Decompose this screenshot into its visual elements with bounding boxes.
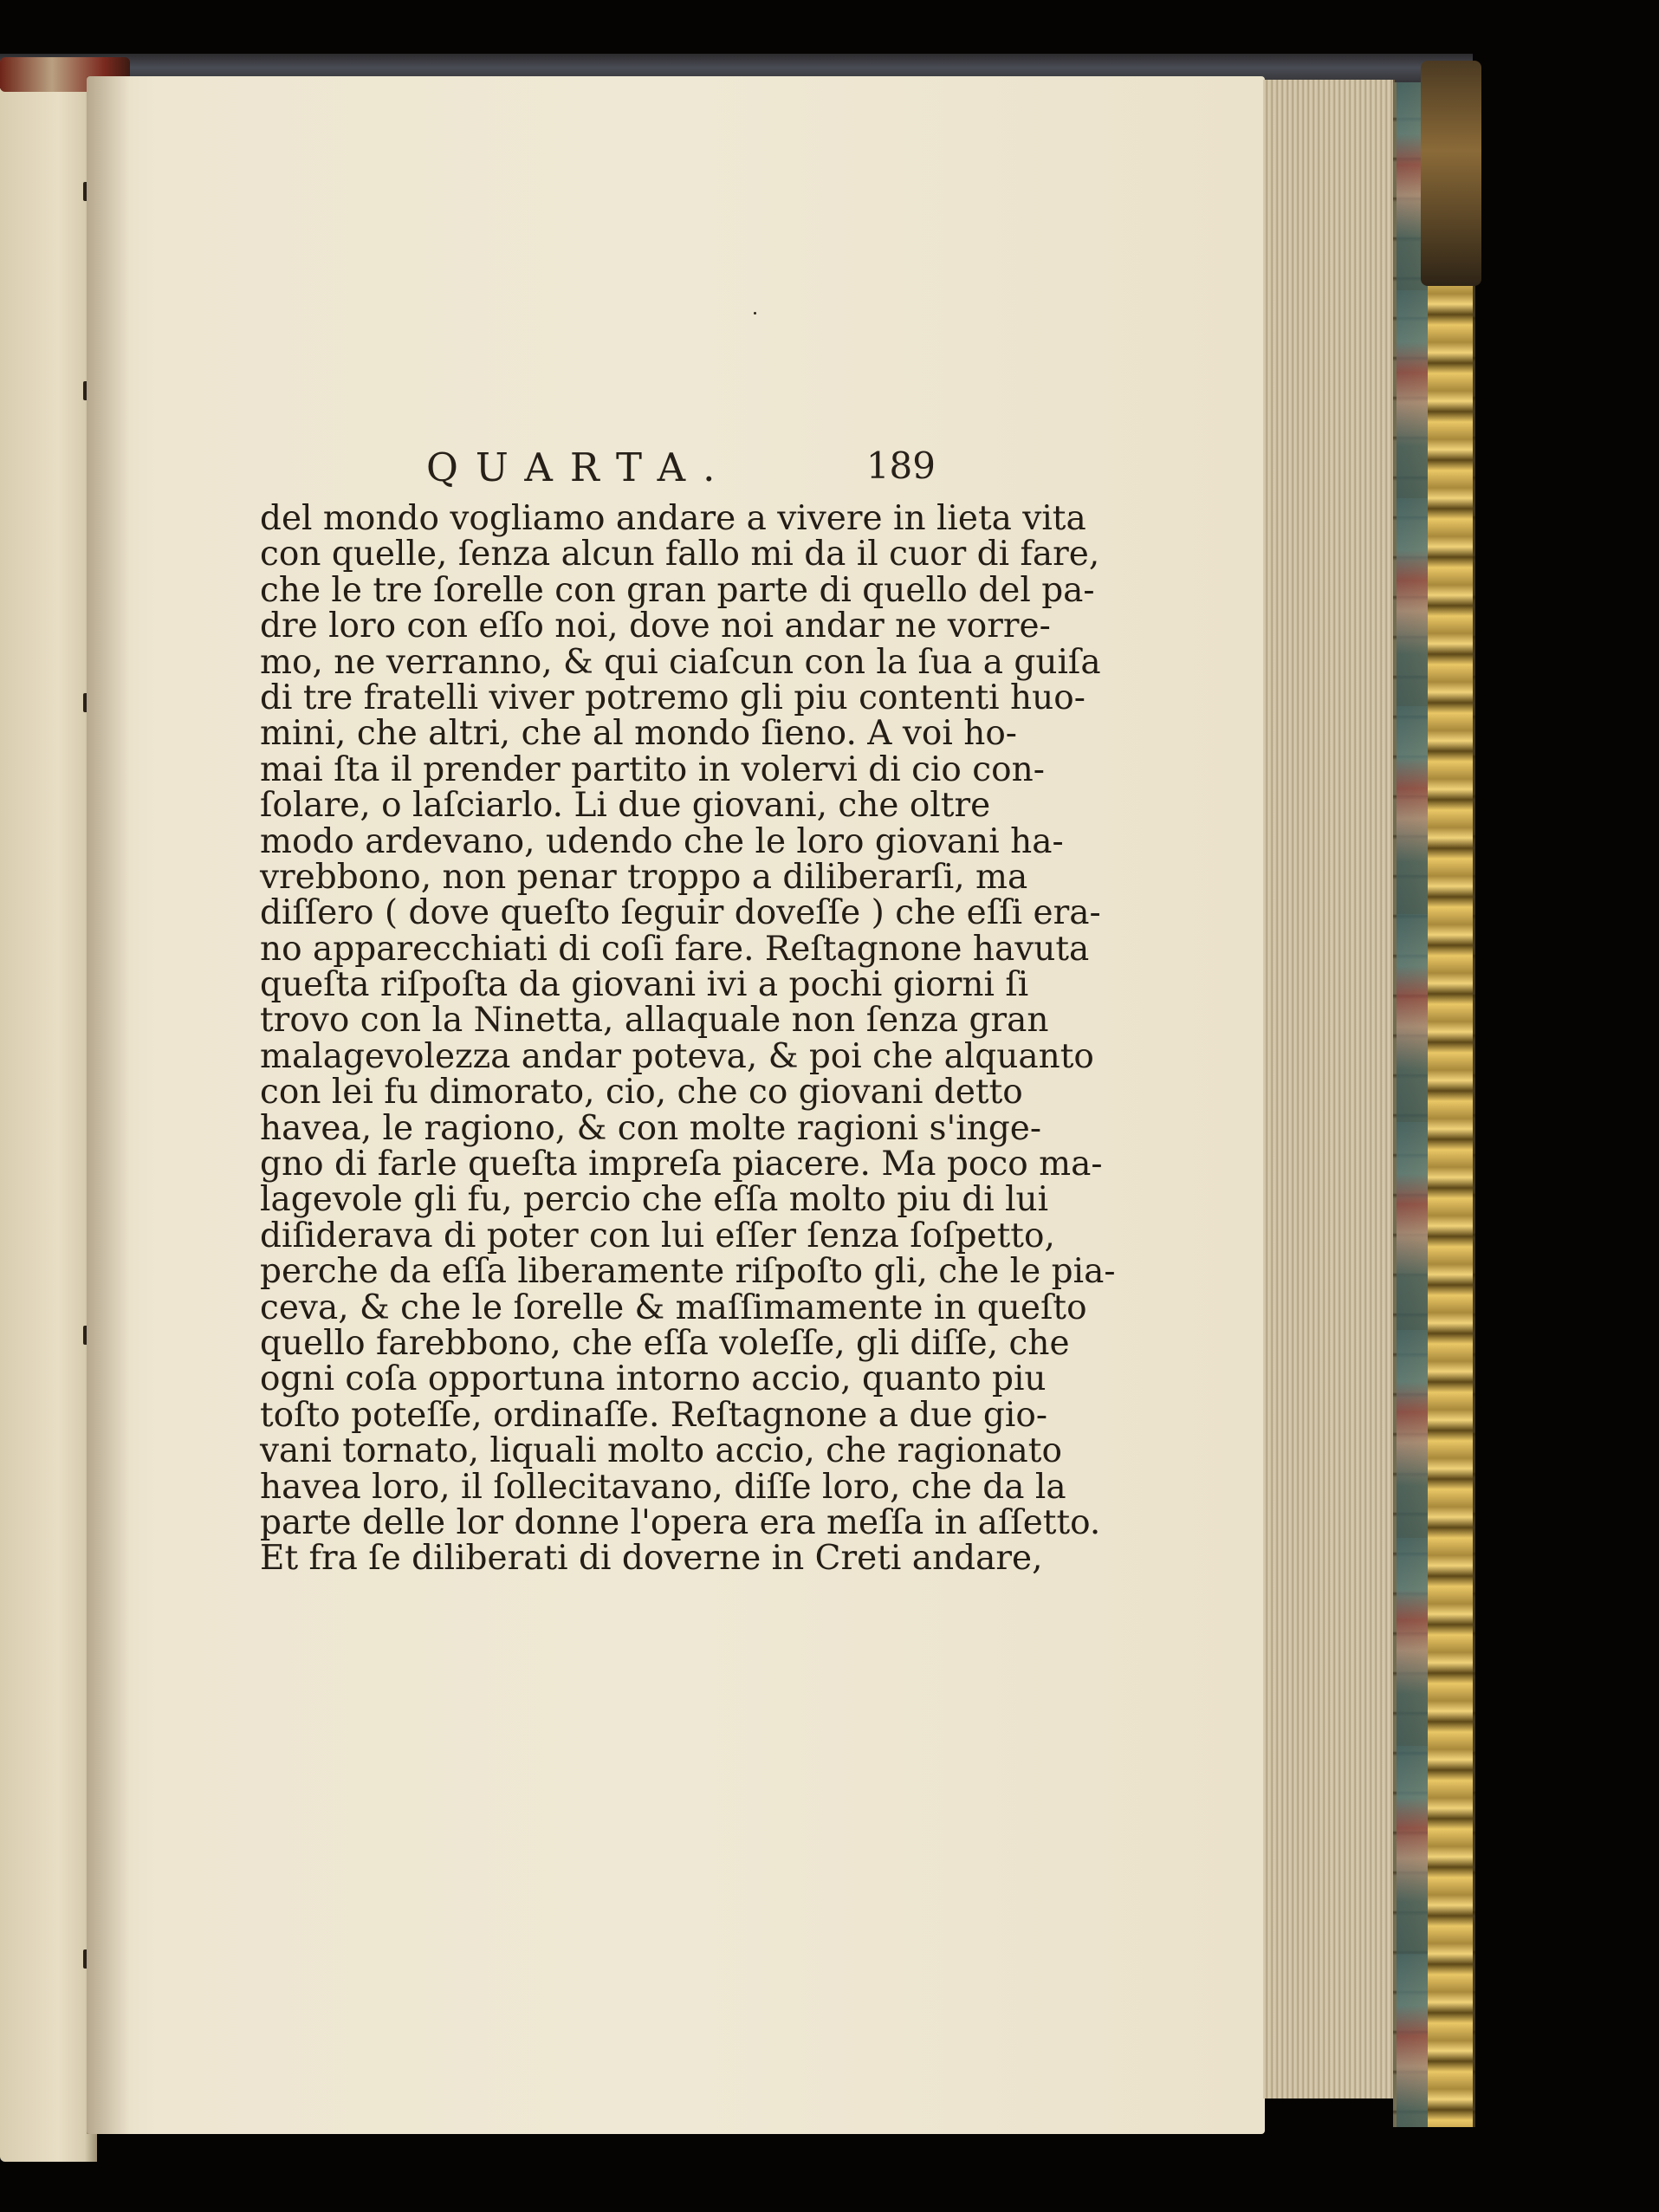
worn-spine-top	[1421, 61, 1481, 286]
text-line: vrebbono, non penar troppo a diliberarſi, ma	[260, 857, 1028, 897]
text-line: ogni coſa opportuna intorno accio, quanto piu	[260, 1359, 1047, 1399]
text-line: di tre fratelli viver potremo gli piu contenti huo-	[260, 678, 1085, 717]
text-line: ceva, & che le ſorelle & maſſimamente in queſto	[260, 1288, 1087, 1327]
text-line: che le tre ſorelle con gran parte di quello del pa-	[260, 570, 1095, 610]
marbled-edge	[1397, 82, 1429, 2127]
fore-edge-leaves	[1263, 80, 1395, 2098]
gutter-shadow	[87, 76, 130, 2134]
text-line: gno di farle queſta impreſa piacere. Ma poco ma-	[260, 1145, 1103, 1184]
text-line: queſta riſpoſta da giovani ivi a pochi giorni ſi	[260, 965, 1029, 1005]
text-line: vani tornato, liquali molto accio, che ragionato	[260, 1431, 1062, 1471]
text-line: mai ſta il prender partito in volervi di cio con-	[260, 749, 1045, 789]
text-line: malagevolezza andar poteva, & poi che alquanto	[260, 1036, 1094, 1076]
text-line: havea, le ragiono, & con molte ragioni s'inge-	[260, 1108, 1042, 1148]
text-line: perche da eſſa liberamente riſpoſto gli, che le pia-	[260, 1252, 1116, 1292]
text-line: toſto poteſſe, ordinaſſe. Reſtagnone a due gio-	[260, 1395, 1048, 1435]
page-header	[260, 438, 936, 498]
text-line: no apparecchiati di coſi fare. Reſtagnone havuta	[260, 929, 1090, 969]
text-line: modo ardevano, udendo che le loro giovani ha-	[260, 821, 1064, 861]
text-line: diſiderava di poter con lui eſſer ſenza ſoſpetto,	[260, 1216, 1055, 1255]
text-line: dre loro con eſſo noi, dove noi andar ne vorre-	[260, 607, 1051, 646]
text-line: trovo con la Ninetta, allaquale non ſenza gran	[260, 1001, 1049, 1041]
text-line: lagevole gli fu, percio che eſſa molto piu di lui	[260, 1180, 1049, 1220]
text-line: con lei fu dimorato, cio, che co giovani detto	[260, 1073, 1023, 1112]
text-line: con quelle, ſenza alcun fallo mi da il cuor di fare,	[260, 535, 1100, 574]
text-line: quello farebbono, che eſſa voleſſe, gli diſſe, che	[260, 1323, 1070, 1363]
text-line: havea loro, il ſollecitavano, diſſe loro, che da la	[260, 1467, 1066, 1507]
text-line: parte delle lor donne l'opera era meſſa in aſſetto.	[260, 1502, 1101, 1542]
text-line: Et fra ſe diliberati di doverne in Creti andare,	[260, 1539, 1043, 1579]
running-head: QUARTA.	[426, 444, 733, 490]
text-line: diſſero ( dove queſto ſeguir doveſſe ) che eſſi era-	[260, 893, 1101, 933]
text-line: mo, ne verranno, & qui ciaſcun con la ſua a guiſa	[260, 642, 1101, 682]
page-number: 189	[865, 444, 936, 487]
text-line: del mondo vogliamo andare a vivere in lieta vita	[260, 499, 1086, 538]
body-text	[260, 499, 1116, 1579]
gilt-tooling	[1428, 82, 1473, 2127]
text-line: mini, che altri, che al mondo ſieno. A voi ho-	[260, 714, 1017, 754]
text-line: ſolare, o laſciarlo. Li due giovani, che oltre	[260, 786, 991, 826]
dust-speck	[754, 312, 756, 315]
